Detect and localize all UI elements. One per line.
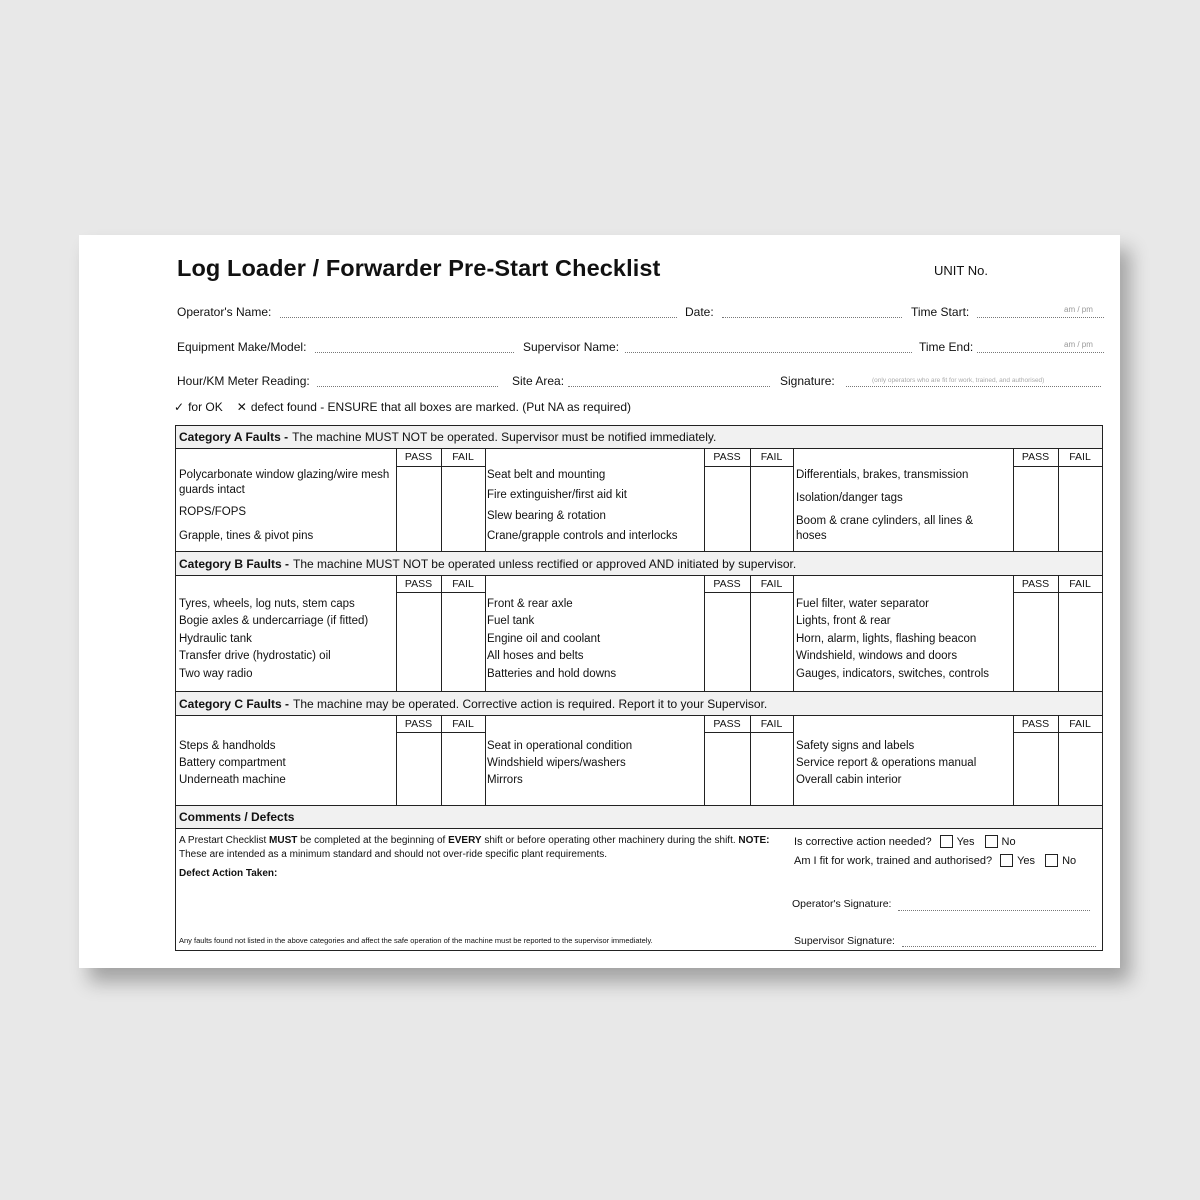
- date-label: Date:: [685, 305, 714, 319]
- pass-column-header: PASS: [404, 451, 433, 463]
- fail-column-header: FAIL: [760, 718, 783, 730]
- meter-label: Hour/KM Meter Reading:: [177, 374, 310, 388]
- cat-b-item: Lights, front & rear: [796, 615, 891, 627]
- cat-c-item: Windshield wipers/washers: [487, 757, 626, 769]
- cat-c-item: Seat in operational condition: [487, 740, 633, 752]
- signature-note: (only operators who are fit for work, trained, and authorised): [872, 377, 1045, 384]
- cat-b-item: Two way radio: [179, 668, 253, 680]
- cat-a-fail-cell[interactable]: [441, 468, 485, 551]
- pass-column-header: PASS: [404, 578, 433, 590]
- faults-footer-note: Any faults found not listed in the above categories and affect the safe operation of the machine must be reported to the supervisor immediately.: [179, 936, 653, 945]
- time-end-field[interactable]: [977, 352, 1104, 353]
- cat-c-item: Battery compartment: [179, 757, 286, 769]
- cat-c-item: Safety signs and labels: [796, 740, 915, 752]
- cat-a-item: Polycarbonate window glazing/wire mesh guards intact: [179, 469, 390, 496]
- cat-b-pass-cell[interactable]: [1013, 594, 1058, 691]
- cat-a-item: Fire extinguisher/first aid kit: [487, 489, 627, 501]
- cat-a-item: Differentials, brakes, transmission: [796, 469, 969, 481]
- category-c-header: [176, 692, 1102, 715]
- fail-column-header: FAIL: [452, 718, 474, 730]
- cat-b-item: Gauges, indicators, switches, controls: [796, 668, 990, 680]
- category-a-text: The machine MUST NOT be operated. Supervisor must be notified immediately.: [292, 430, 717, 444]
- cat-b-item: Tyres, wheels, log nuts, stem caps: [179, 598, 355, 610]
- fail-column-header: FAIL: [452, 578, 474, 590]
- legend-defect: defect found - ENSURE that all boxes are marked. (Put NA as required): [250, 400, 631, 414]
- check-icon: ✓: [174, 400, 185, 414]
- signature-label: Signature:: [780, 374, 835, 388]
- supervisor-signature-field[interactable]: [902, 946, 1096, 947]
- comments-title: Comments / Defects: [179, 810, 295, 824]
- operator-name-label: Operator's Name:: [177, 305, 272, 319]
- fail-column-header: FAIL: [1069, 718, 1091, 730]
- time-end-label: Time End:: [919, 340, 974, 354]
- cat-a-fail-cell[interactable]: [1058, 468, 1102, 551]
- fit-no-checkbox[interactable]: [1045, 854, 1058, 867]
- signature-field[interactable]: [846, 386, 1101, 387]
- supervisor-name-label: Supervisor Name:: [523, 340, 620, 354]
- cat-b-item: Windshield, windows and doors: [796, 650, 958, 662]
- time-end-ampm: am / pm: [1064, 340, 1093, 349]
- cat-c-item: Service report & operations manual: [796, 757, 977, 769]
- cat-a-item: Grapple, tines & pivot pins: [179, 530, 314, 542]
- cat-c-pass-cell[interactable]: [704, 734, 750, 805]
- cat-c-fail-cell[interactable]: [441, 734, 485, 805]
- cat-b-item: Transfer drive (hydrostatic) oil: [179, 650, 331, 662]
- category-c-text: The machine may be operated. Corrective action is required. Report it to your Supervisor.: [293, 696, 768, 711]
- cat-a-pass-cell[interactable]: [704, 468, 750, 551]
- fail-column-header: FAIL: [452, 451, 474, 463]
- equipment-field[interactable]: [315, 352, 514, 353]
- cat-b-item: Bogie axles & undercarriage (if fitted): [179, 615, 369, 627]
- cat-b-fail-cell[interactable]: [1058, 594, 1102, 691]
- cat-b-item: Batteries and hold downs: [487, 668, 617, 680]
- cat-c-pass-cell[interactable]: [1013, 734, 1058, 805]
- cat-a-item: ROPS/FOPS: [179, 506, 247, 518]
- cat-a-item: Isolation/danger tags: [796, 492, 903, 504]
- cat-a-item: Crane/grapple controls and interlocks: [487, 530, 678, 542]
- unit-number-label: UNIT No.: [934, 263, 988, 278]
- cat-c-fail-cell[interactable]: [1058, 734, 1102, 805]
- category-b-text: The machine MUST NOT be operated unless rectified or approved AND initiated by supervisor.: [293, 556, 797, 571]
- cat-a-fail-cell[interactable]: [750, 468, 793, 551]
- cat-b-item: All hoses and belts: [487, 650, 584, 662]
- date-field[interactable]: [722, 317, 902, 318]
- pass-column-header: PASS: [404, 718, 433, 730]
- cat-a-pass-cell[interactable]: [396, 468, 441, 551]
- cat-b-pass-cell[interactable]: [396, 594, 441, 691]
- corrective-action-question: Is corrective action needed? Yes No: [794, 835, 1016, 848]
- cat-b-item: Fuel filter, water separator: [796, 598, 929, 610]
- cat-b-item: Horn, alarm, lights, flashing beacon: [796, 633, 977, 645]
- cat-c-item: Steps & handholds: [179, 740, 276, 752]
- comments-header: [176, 806, 1102, 828]
- supervisor-name-field[interactable]: [625, 352, 912, 353]
- category-a-title: Category A Faults -: [179, 430, 289, 444]
- pass-column-header: PASS: [713, 578, 741, 590]
- prestart-note: A Prestart Checklist MUST be completed at the beginning of EVERY shift or before operating other machinery during the shift. NOTE: These are intended as a minimum standard and should not over-ride specific plant requirements.: [179, 835, 770, 860]
- checklist-table: [175, 425, 1103, 951]
- cat-a-item: Seat belt and mounting: [487, 469, 606, 481]
- checklist-sheet: [79, 235, 1120, 968]
- cat-b-fail-cell[interactable]: [750, 594, 793, 691]
- fit-yes-checkbox[interactable]: [1000, 854, 1013, 867]
- cat-c-item: Mirrors: [487, 774, 523, 786]
- pass-column-header: PASS: [1021, 718, 1050, 730]
- fail-column-header: FAIL: [1069, 451, 1091, 463]
- site-area-label: Site Area:: [512, 374, 565, 388]
- time-start-ampm: am / pm: [1064, 305, 1093, 314]
- cat-a-item: Boom & crane cylinders, all lines & hoses: [796, 515, 974, 542]
- operator-signature-label: Operator's Signature:: [792, 898, 892, 910]
- category-a-header: [176, 426, 1102, 448]
- pass-column-header: PASS: [713, 451, 741, 463]
- fail-column-header: FAIL: [760, 451, 783, 463]
- cat-b-item: Hydraulic tank: [179, 633, 252, 645]
- cat-c-item: Underneath machine: [179, 774, 286, 786]
- pass-column-header: PASS: [1021, 451, 1050, 463]
- category-b-header: [176, 552, 1102, 575]
- legend: [174, 400, 631, 414]
- fail-column-header: FAIL: [1069, 578, 1091, 590]
- defect-action-label: Defect Action Taken:: [179, 868, 278, 879]
- category-b-title: Category B Faults -: [179, 556, 290, 571]
- operator-signature-field[interactable]: [898, 910, 1090, 911]
- cat-b-pass-cell[interactable]: [704, 594, 750, 691]
- cat-a-item: Slew bearing & rotation: [487, 510, 606, 522]
- supervisor-signature-label: Supervisor Signature:: [794, 935, 895, 947]
- cat-b-item: Engine oil and coolant: [487, 633, 601, 645]
- cat-c-fail-cell[interactable]: [750, 734, 793, 805]
- cat-b-fail-cell[interactable]: [441, 594, 485, 691]
- cat-b-item: Front & rear axle: [487, 598, 573, 610]
- corrective-yes-checkbox[interactable]: [940, 835, 953, 848]
- category-c-title: Category C Faults -: [179, 696, 290, 711]
- pass-column-header: PASS: [1021, 578, 1050, 590]
- fail-column-header: FAIL: [760, 578, 783, 590]
- page-title: Log Loader / Forwarder Pre-Start Checklist: [177, 255, 661, 281]
- fit-for-work-question: Am I fit for work, trained and authorised? Yes No: [794, 854, 1077, 867]
- site-area-field[interactable]: [568, 386, 770, 387]
- equipment-label: Equipment Make/Model:: [177, 340, 307, 354]
- legend-ok: for OK: [188, 400, 223, 414]
- cat-c-item: Overall cabin interior: [796, 774, 902, 786]
- operator-name-field[interactable]: [280, 317, 677, 318]
- pass-column-header: PASS: [713, 718, 741, 730]
- time-start-label: Time Start:: [911, 305, 970, 319]
- cat-c-pass-cell[interactable]: [396, 734, 441, 805]
- meter-field[interactable]: [317, 386, 498, 387]
- cross-icon: ✕: [236, 400, 247, 414]
- cat-a-pass-cell[interactable]: [1013, 468, 1058, 551]
- time-start-field[interactable]: [977, 317, 1104, 318]
- corrective-no-checkbox[interactable]: [985, 835, 998, 848]
- cat-b-item: Fuel tank: [487, 615, 535, 627]
